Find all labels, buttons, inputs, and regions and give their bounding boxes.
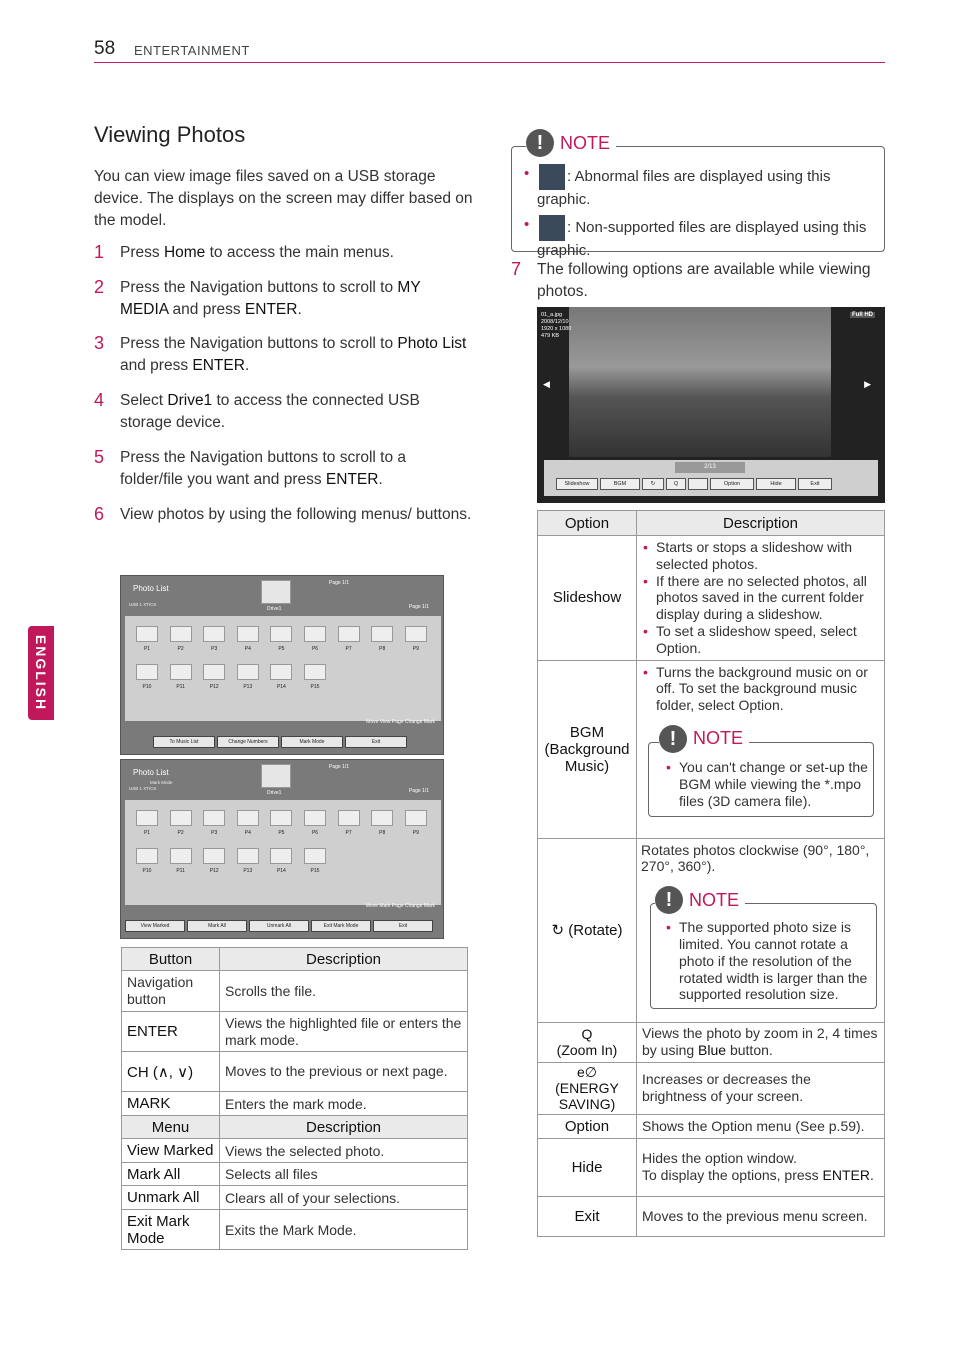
step-number: 7 — [511, 259, 522, 279]
table-cell-key: ↻ (Rotate) — [538, 838, 637, 1022]
folder-label: P2 — [177, 830, 184, 836]
folder-item[interactable] — [235, 848, 261, 878]
folder-label: P15 — [310, 684, 320, 690]
photo-list-screen — [120, 575, 444, 755]
folder-label: P1 — [143, 830, 151, 836]
option-bar — [544, 460, 878, 496]
table-cell — [637, 1138, 885, 1196]
screen-button[interactable]: BGM — [600, 478, 640, 490]
drive-label: Drive1 — [267, 790, 282, 796]
table-cell-key: ENTER — [122, 1012, 220, 1052]
step-number: 6 — [94, 504, 105, 524]
folder-icon — [304, 810, 326, 826]
table-cell-key: CH (∧, ∨) — [122, 1052, 220, 1092]
table-cell-key: MARK — [122, 1092, 220, 1116]
folder-item[interactable] — [268, 810, 294, 840]
folder-item[interactable] — [168, 810, 194, 840]
table-cell-key: Hide — [538, 1138, 637, 1196]
folder-item[interactable] — [235, 810, 261, 840]
table-cell-key: Slideshow — [538, 536, 637, 661]
folder-icon — [203, 626, 225, 642]
info-line: 479 KB — [541, 333, 560, 339]
energy-label: (ENERGY SAVING) — [555, 1080, 619, 1113]
folder-label: P10 — [142, 684, 152, 690]
step-text: to access the connected USB storage device. — [120, 392, 420, 431]
note-item: • The supported photo size is limited. You cannot rotate a photo if the resolution of the rotated width is larger than the supported resolution size. — [664, 919, 874, 1003]
screen-button[interactable]: Hide — [756, 478, 796, 490]
folder-icon — [270, 810, 292, 826]
exclamation-icon: ! — [655, 886, 683, 914]
exclamation-icon: ! — [659, 725, 687, 753]
folder-label: P7 — [345, 646, 352, 652]
step-text: and press — [120, 357, 193, 374]
step-2 — [94, 277, 472, 321]
col-header: Description — [220, 948, 468, 971]
legend: Move Mark Page Change Mark — [365, 903, 435, 909]
folder-icon — [304, 664, 326, 680]
prev-arrow-icon: ◀ — [543, 379, 550, 389]
screen-button[interactable]: View Marked — [125, 920, 185, 932]
table-cell: Moves to the previous or next page. — [220, 1052, 468, 1092]
folder-label: P15 — [310, 868, 320, 874]
screen-button[interactable] — [688, 478, 708, 490]
section-title: ENTERTAINMENT — [134, 43, 250, 58]
folder-label: P3 — [211, 646, 218, 652]
table-cell-key: Exit Mark Mode — [122, 1210, 220, 1250]
folder-label: P5 — [278, 646, 285, 652]
note-list — [522, 164, 878, 261]
screen-title: Photo List — [133, 768, 169, 777]
button-table — [121, 947, 468, 1250]
step-3 — [94, 333, 472, 377]
header-rule — [94, 62, 885, 63]
option-buttons — [556, 478, 832, 490]
table-cell-key: Unmark All — [122, 1186, 220, 1210]
folder-label: P1 — [143, 646, 151, 652]
folder-label: P6 — [311, 830, 319, 836]
folder-label: P9 — [412, 830, 419, 836]
step-text: Press the Navigation buttons to scroll to a folder/file you want and press — [120, 449, 407, 488]
slideshow-list — [641, 539, 880, 657]
folder-label: P6 — [311, 646, 319, 652]
list-item: • Turns the background music on or off. To set the background music folder, select Option. — [641, 664, 880, 714]
folder-item[interactable] — [336, 626, 362, 656]
table-cell — [637, 1022, 885, 1062]
folder-icon — [237, 664, 259, 680]
folder-icon — [338, 810, 360, 826]
list-item: • Starts or stops a slideshow with selected photos. — [641, 539, 880, 573]
folder-label: P7 — [345, 830, 352, 836]
language-tab-label: ENGLISH — [33, 634, 49, 712]
cell-text: Hides the option window. — [642, 1150, 797, 1167]
step-6 — [94, 504, 472, 526]
folder-icon — [170, 848, 192, 864]
page-indicator-right: Page 1/1 — [408, 788, 429, 794]
language-tab — [28, 626, 54, 720]
folder-icon — [136, 848, 158, 864]
note-item: • You can't change or set-up the BGM while viewing the *.mpo files (3D camera file). — [664, 759, 869, 809]
folder-item[interactable] — [403, 626, 429, 656]
step-7 — [511, 259, 885, 303]
page-title: Viewing Photos — [94, 122, 246, 147]
zoom-icon: Q — [581, 1026, 593, 1043]
step-text: Press the Navigation buttons to scroll to — [120, 279, 398, 296]
page-indicator: Page 1/1 — [329, 764, 350, 770]
table-cell-key: Mark All — [122, 1163, 220, 1186]
step-text: . — [378, 471, 383, 488]
step-text: Select — [120, 392, 168, 409]
folder-icon — [237, 810, 259, 826]
table-cell — [637, 838, 885, 1022]
folder-label: P4 — [244, 830, 251, 836]
note-item-text: : Non-supported files are displayed using this graphic. — [537, 218, 867, 259]
table-cell: Shows the Option menu (See p.59). — [637, 1114, 885, 1138]
step-keyword: Home — [163, 244, 206, 261]
table-cell: Enters the mark mode. — [220, 1092, 468, 1116]
folder-label: P13 — [243, 868, 253, 874]
folder-item[interactable] — [201, 626, 227, 656]
energy-saving-icon: e∅ — [577, 1064, 597, 1081]
col-header: Description — [220, 1116, 468, 1139]
folder-grid — [125, 800, 441, 905]
table-cell-key: BGM (Background Music) — [538, 660, 637, 838]
info-line: 1920 x 1080 — [541, 326, 572, 332]
folder-label: P5 — [278, 830, 285, 836]
step-text: . — [244, 357, 250, 374]
exclamation-icon: ! — [526, 129, 554, 157]
col-header: Button — [122, 948, 220, 971]
step-text: Press the Navigation buttons to scroll to — [120, 335, 398, 352]
drive-label: Drive1 — [267, 606, 282, 612]
folder-icon — [237, 626, 259, 642]
screen-button[interactable]: To Music List — [153, 736, 215, 748]
bgm-note-list — [664, 759, 869, 809]
folder-item[interactable] — [369, 626, 395, 656]
step-number: 5 — [94, 447, 105, 467]
legend: Move View Page Change Mark — [366, 719, 435, 725]
folder-item[interactable] — [235, 626, 261, 656]
note-item-text: : Abnormal files are displayed using this graphic. — [537, 167, 831, 208]
step-number: 2 — [94, 277, 105, 297]
note-box — [511, 132, 885, 259]
folder-item[interactable] — [168, 848, 194, 878]
folder-item[interactable] — [134, 626, 160, 656]
note-item — [522, 164, 878, 210]
folder-icon — [405, 626, 427, 642]
folder-label: P14 — [276, 684, 286, 690]
folder-icon — [170, 810, 192, 826]
step-text: and press — [168, 301, 245, 318]
screen-button[interactable]: Unmark All — [249, 920, 309, 932]
folder-item[interactable] — [302, 810, 328, 840]
screen-button[interactable]: ↻ — [642, 478, 664, 490]
folder-item[interactable] — [268, 664, 294, 694]
note-header — [659, 725, 749, 753]
list-item: • If there are no selected photos, all photos saved in the current folder display during a slideshow. — [641, 573, 880, 623]
bgm-list — [641, 664, 880, 714]
table-cell — [637, 660, 885, 838]
note-header — [526, 129, 616, 157]
step-keyword: ENTER — [244, 301, 298, 318]
abnormal-file-icon — [539, 164, 565, 190]
note-label: NOTE — [560, 132, 611, 153]
screen-title: Photo List — [133, 584, 169, 593]
folder-label: P3 — [211, 830, 218, 836]
screen-subtitle: Mark Mode — [150, 780, 173, 785]
usb-label: USB 1 XTICK — [129, 786, 157, 791]
screen-button[interactable]: Q — [666, 478, 686, 490]
zoom-label: (Zoom In) — [556, 1042, 618, 1059]
table-cell: Scrolls the file. — [220, 971, 468, 1012]
button-bar — [153, 736, 407, 748]
rotate-note-box — [650, 889, 877, 1009]
folder-icon — [136, 664, 158, 680]
step-keyword: MY MEDIA — [120, 279, 421, 318]
list-item: • To set a slideshow speed, select Option. — [641, 623, 880, 657]
folder-item[interactable] — [369, 810, 395, 840]
folder-label: P9 — [412, 646, 419, 652]
step-5 — [94, 447, 472, 491]
folder-icon — [203, 848, 225, 864]
table-cell-key: View Marked — [122, 1139, 220, 1163]
screen-button[interactable]: Exit — [798, 478, 832, 490]
folder-item[interactable] — [268, 848, 294, 878]
screen-button[interactable]: Slideshow — [556, 478, 598, 490]
button-bar — [125, 920, 433, 932]
screen-button[interactable]: Option — [710, 478, 754, 490]
folder-label: P12 — [209, 868, 219, 874]
folder-item[interactable] — [302, 626, 328, 656]
col-header: Menu — [122, 1116, 220, 1139]
rotate-text: Rotates photos clockwise (90°, 180°, 270°, 360°). — [641, 841, 870, 875]
table-cell: Moves to the previous menu screen. — [637, 1196, 885, 1236]
step-1 — [94, 242, 472, 264]
folder-icon — [136, 626, 158, 642]
cell-text: button. — [726, 1042, 773, 1059]
step-text: The following options are available while viewing photos. — [537, 261, 871, 300]
drive-folder-icon — [261, 580, 291, 604]
folder-item[interactable] — [201, 848, 227, 878]
step-text: to access the main menus. — [205, 244, 394, 261]
folder-label: P12 — [209, 684, 219, 690]
folder-icon — [136, 810, 158, 826]
folder-label: P11 — [176, 868, 185, 874]
folder-icon — [170, 664, 192, 680]
table-cell-key — [538, 1022, 637, 1062]
note-item — [522, 215, 878, 261]
folder-icon — [170, 626, 192, 642]
folder-item[interactable] — [168, 664, 194, 694]
table-cell: Clears all of your selections. — [220, 1186, 468, 1210]
screen-button[interactable]: Exit — [373, 920, 433, 932]
folder-label: P10 — [142, 868, 152, 874]
step-number: 1 — [94, 242, 105, 262]
rotate-note-list — [664, 919, 874, 1003]
folder-item[interactable] — [336, 810, 362, 840]
col-header: Option — [538, 511, 637, 536]
cell-keyword: Blue — [698, 1042, 727, 1059]
cell-text: Views the photo by zoom in 2, 4 times by using — [642, 1025, 878, 1059]
col-header: Description — [637, 511, 885, 536]
photo-info — [541, 312, 571, 340]
folder-icon — [270, 848, 292, 864]
step-keyword: ENTER — [325, 471, 379, 488]
usb-label: USB 1 XTICK — [129, 602, 157, 607]
folder-label: P11 — [176, 684, 185, 690]
step-keyword: ENTER — [192, 357, 245, 374]
mark-mode-screen — [120, 759, 444, 939]
folder-icon — [338, 626, 360, 642]
step-keyword: Photo List — [397, 335, 467, 352]
step-number: 4 — [94, 390, 105, 410]
step-text: . — [297, 301, 302, 318]
step-text: View photos by using the following menus/ buttons. — [120, 506, 472, 523]
note-header — [655, 886, 745, 914]
screen-button[interactable]: Mark Mode — [281, 736, 343, 748]
page-indicator-right: Page 1/1 — [408, 604, 429, 610]
table-cell — [637, 536, 885, 661]
folder-icon — [203, 664, 225, 680]
step-text: Press — [120, 244, 164, 261]
folder-item[interactable] — [302, 848, 328, 878]
step-keyword: Drive1 — [167, 392, 213, 409]
page-indicator: Page 1/1 — [329, 580, 350, 586]
info-line: 2008/12/10 — [541, 319, 569, 325]
folder-item[interactable] — [168, 626, 194, 656]
folder-icon — [371, 626, 393, 642]
table-cell: Exits the Mark Mode. — [220, 1210, 468, 1250]
folder-icon — [270, 664, 292, 680]
screen-button[interactable]: Change Numbers — [217, 736, 279, 748]
next-arrow-icon: ▶ — [864, 379, 871, 389]
folder-label: P8 — [379, 646, 386, 652]
option-table — [537, 510, 885, 1237]
folder-grid — [125, 616, 441, 721]
folder-label: P14 — [276, 868, 286, 874]
note-label: NOTE — [689, 889, 740, 910]
folder-icon — [405, 810, 427, 826]
table-cell: Views the highlighted file or enters the mark mode. — [220, 1012, 468, 1052]
intro-text: You can view image files saved on a USB storage device. The displays on the screen may differ based on the model. — [94, 168, 473, 229]
folder-item[interactable] — [134, 664, 160, 694]
folder-icon — [237, 848, 259, 864]
folder-item[interactable] — [403, 810, 429, 840]
folder-item[interactable] — [302, 664, 328, 694]
folder-icon — [371, 810, 393, 826]
photo-viewer-screen — [537, 307, 885, 503]
screen-button[interactable]: Mark All — [187, 920, 247, 932]
step-4 — [94, 390, 472, 434]
full-hd-badge: Full HD — [852, 312, 873, 318]
table-cell: Increases or decreases the brightness of your screen. — [637, 1062, 885, 1114]
folder-label: P13 — [243, 684, 253, 690]
note-label: NOTE — [693, 728, 744, 749]
cell-text: To display the options, press — [642, 1167, 823, 1184]
folder-label: P4 — [244, 646, 251, 652]
screen-button[interactable]: Exit — [345, 736, 407, 748]
folder-icon — [270, 626, 292, 642]
photo-image — [569, 307, 831, 457]
table-cell-key — [538, 1062, 637, 1114]
unsupported-file-icon — [539, 215, 565, 241]
table-cell-key: Option — [538, 1114, 637, 1138]
folder-item[interactable] — [201, 810, 227, 840]
folder-item[interactable] — [268, 626, 294, 656]
folder-icon — [304, 848, 326, 864]
folder-item[interactable] — [134, 848, 160, 878]
folder-item[interactable] — [134, 810, 160, 840]
table-cell-key: Navigation button — [122, 971, 220, 1012]
cell-text: . — [870, 1167, 874, 1184]
folder-label: P8 — [379, 830, 386, 836]
screen-button[interactable]: Exit Mark Mode — [311, 920, 371, 932]
cell-keyword: ENTER — [822, 1167, 870, 1184]
table-cell-key: Exit — [538, 1196, 637, 1236]
folder-icon — [203, 810, 225, 826]
folder-item[interactable] — [201, 664, 227, 694]
table-cell: Views the selected photo. — [220, 1139, 468, 1163]
page-number: 58 — [94, 38, 116, 59]
photo-counter: 2/13 — [675, 462, 745, 473]
folder-icon — [304, 626, 326, 642]
info-line: 01_a.jpg — [541, 312, 563, 318]
folder-item[interactable] — [235, 664, 261, 694]
table-cell: Selects all files — [220, 1163, 468, 1186]
step-number: 3 — [94, 333, 105, 353]
bgm-note-box — [648, 727, 874, 817]
folder-label: P2 — [177, 646, 184, 652]
drive-folder-icon — [261, 764, 291, 788]
